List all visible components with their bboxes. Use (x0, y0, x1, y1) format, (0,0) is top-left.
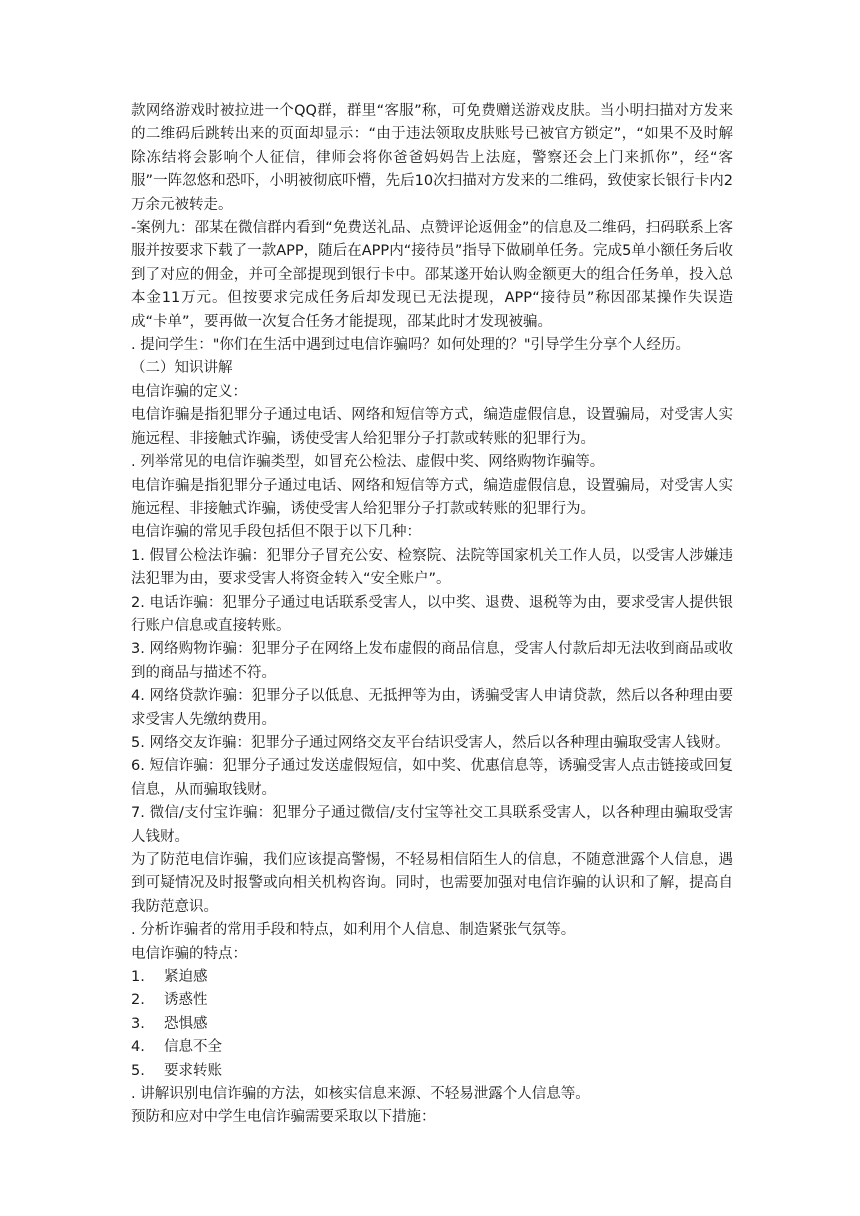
method-item: 1. 假冒公检法诈骗：犯罪分子冒充公安、检察院、法院等国家机关工作人员，以受害人涉嫌违法犯罪为由，要求受害人将资金转入“安全账户”。 (131, 547, 733, 588)
method-item: 5. 网络交友诈骗：犯罪分子通过网络交友平台结识受害人，然后以各种理由骗取受害人钱财。 (131, 734, 730, 751)
section-heading: （二）知识讲解 (131, 360, 233, 377)
case-continuation-paragraph: 款网络游戏时被拉进一个QQ群，群里“客服”称，可免费赠送游戏皮肤。当小明扫描对方发来的二维码后跳转出来的页面却显示：“由于违法领取皮肤账号已被官方锁定”，“如果不及时解除冻结将会影响个人征信，律师会将你爸爸妈妈告上法庭，警察还会上门来抓你”，经“客服”一阵忽悠和恐吓，小明被彻底吓懵，先后10次扫描对方发来的二维码，致使家长银行卡内2万余元被转走。 (131, 103, 733, 213)
features-list (131, 966, 733, 1083)
methods-intro: 电信诈骗的常见手段包括但不限于以下几种： (131, 524, 421, 541)
list-item (131, 1013, 733, 1036)
list-item (131, 1060, 733, 1083)
list-text: 诱惑性 (164, 992, 208, 1009)
prevention-paragraph: 为了防范电信诈骗，我们应该提高警惕，不轻易相信陌生人的信息，不随意泄露个人信息，遇到可疑情况及时报警或向相关机构咨询。同时，也需要加强对电信诈骗的认识和了解，提高自我防范意识。 (131, 852, 733, 915)
document-body (131, 100, 733, 1130)
method-item: 3. 网络购物诈骗：犯罪分子在网络上发布虚假的商品信息，受害人付款后却无法收到商品或收到的商品与描述不符。 (131, 641, 733, 681)
list-text: 要求转账 (164, 1062, 222, 1079)
list-text: 紧迫感 (164, 969, 208, 986)
method-item: 6. 短信诈骗：犯罪分子通过发送虚假短信，如中奖、优惠信息等，诱骗受害人点击链接或回复信息，从而骗取钱财。 (131, 758, 733, 798)
definition-paragraph: 电信诈骗是指犯罪分子通过电话、网络和短信等方式，编造虚假信息，设置骗局，对受害人实施远程、非接触式诈骗，诱使受害人给犯罪分子打款或转账的犯罪行为。 (131, 407, 733, 447)
types-intro-paragraph: . 列举常见的电信诈骗类型，如冒充公检法、虚假中奖、网络购物诈骗等。 (131, 454, 605, 471)
analysis-intro-paragraph: . 分析诈骗者的常用手段和特点，如利用个人信息、制造紧张气氛等。 (131, 922, 576, 939)
list-item (131, 989, 733, 1012)
method-item: 7. 微信/支付宝诈骗：犯罪分子通过微信/支付宝等社交工具联系受害人，以各种理由骗取受害人钱财。 (131, 805, 733, 845)
list-item (131, 966, 733, 989)
list-text: 恐惧感 (164, 1015, 208, 1032)
measures-label: 预防和应对中学生电信诈骗需要采取以下措施： (131, 1109, 436, 1126)
list-item (131, 1036, 733, 1059)
question-paragraph: . 提问学生："你们在生活中遇到过电信诈骗吗？如何处理的？"引导学生分享个人经历。 (131, 337, 691, 354)
method-item: 4. 网络贷款诈骗：犯罪分子以低息、无抵押等为由，诱骗受害人申请贷款，然后以各种理由要求受害人先缴纳费用。 (131, 688, 733, 728)
case-nine-paragraph: -案例九：邵某在微信群内看到“免费送礼品、点赞评论返佣金”的信息及二维码，扫码联系上客服并按要求下载了一款APP，随后在APP内“接待员”指导下做刷单任务。完成5单小额任务后收到了对应的佣金，并可全部提现到银行卡中。邵某遂开始认购金额更大的组合任务单，投入总本金11万元。但按要求完成任务后却发现已无法提现，APP“接待员”称因邵某操作失误造成“卡单”，要再做一次复合任务才能提现，邵某此时才发现被骗。 (131, 220, 733, 330)
list-number: 1. (131, 969, 145, 986)
list-number: 2. (131, 992, 145, 1009)
features-label: 电信诈骗的特点： (131, 945, 247, 962)
list-text: 信息不全 (164, 1039, 222, 1056)
list-number: 3. (131, 1015, 145, 1032)
list-number: 5. (131, 1062, 145, 1079)
definition-repeat-paragraph: 电信诈骗是指犯罪分子通过电话、网络和短信等方式，编造虚假信息，设置骗局，对受害人实施远程、非接触式诈骗，诱使受害人给犯罪分子打款或转账的犯罪行为。 (131, 477, 733, 517)
list-number: 4. (131, 1039, 145, 1056)
identify-intro-paragraph: . 讲解识别电信诈骗的方法，如核实信息来源、不轻易泄露个人信息等。 (131, 1086, 590, 1103)
definition-label: 电信诈骗的定义： (131, 383, 247, 400)
method-item: 2. 电话诈骗：犯罪分子通过电话联系受害人，以中奖、退费、退税等为由，要求受害人提供银行账户信息或直接转账。 (131, 594, 733, 634)
